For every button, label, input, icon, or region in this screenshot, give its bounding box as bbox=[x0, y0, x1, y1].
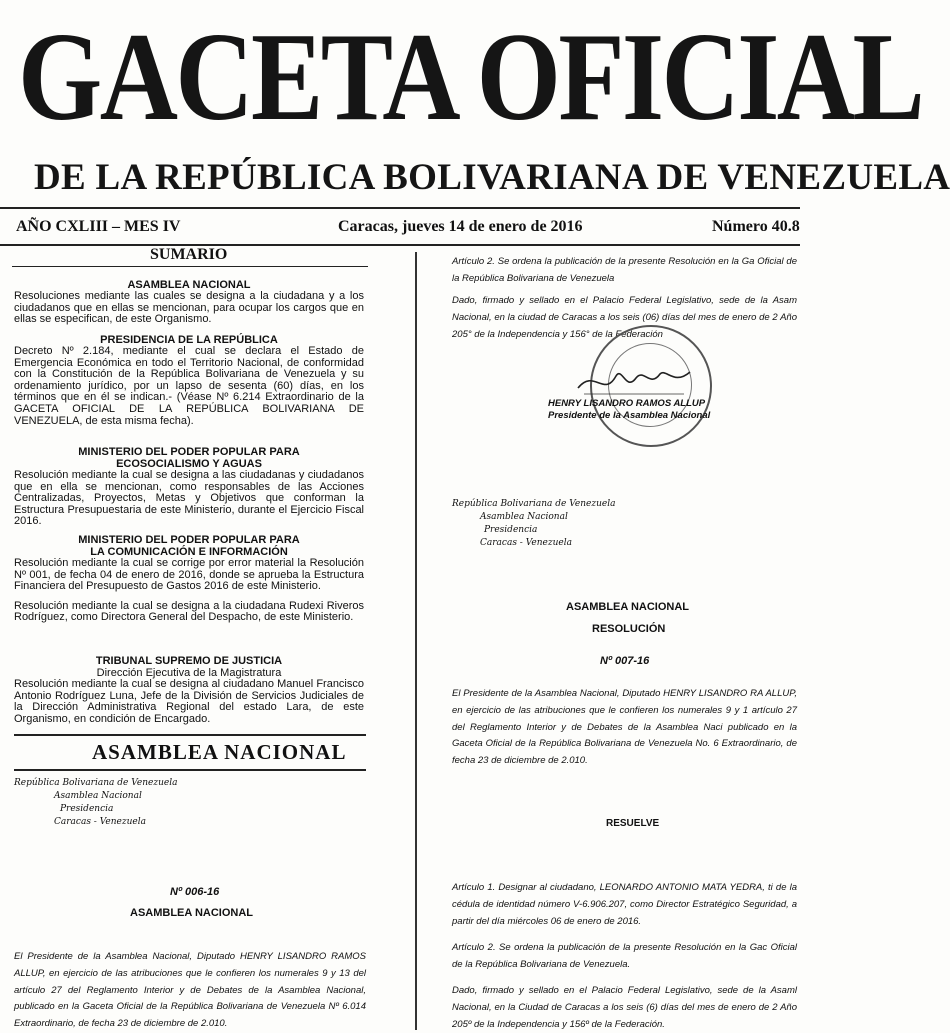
signer-title: Presidente de la Asamblea Nacional bbox=[548, 410, 711, 421]
section-heading: MINISTERIO DEL PODER POPULAR PARA LA COMUNICACIÓN E INFORMACIÓN bbox=[78, 534, 300, 558]
masthead-rule-bottom bbox=[0, 244, 800, 246]
resolution-org: ASAMBLEA NACIONAL bbox=[130, 907, 254, 919]
sumario-section bbox=[14, 446, 364, 528]
dateline bbox=[0, 206, 800, 246]
resuelve-heading: RESUELVE bbox=[606, 818, 660, 829]
letterhead-line: Presidencia bbox=[484, 525, 538, 535]
letterhead bbox=[452, 498, 652, 550]
letterhead-line: República Bolivariana de Venezuela bbox=[14, 778, 178, 788]
sumario-section bbox=[14, 534, 364, 624]
section-heading: MINISTERIO DEL PODER POPULAR PARA ECOSOCIALISMO Y AGUAS bbox=[78, 446, 300, 470]
issue-number: Número 40.8 bbox=[712, 218, 800, 235]
section-entry: Resolución mediante la cual se corrige por error material la Resolución Nº 001, de fecha 04 de enero de 2016, donde se aprueba la Estructura Financiera del Presupuesto de Gastos 2016 de este Ministerio. bbox=[14, 557, 364, 593]
resolution-org: ASAMBLEA NACIONAL bbox=[566, 601, 690, 613]
closing-paragraph: Dado, firmado y sellado en el Palacio Federal Legislativo, sede de la Asaml Nacional, en la Ciudad de Caracas a los seis (6) días del mes de enero de 2 Año 205º de la Independencia y 156º de la Federación. bbox=[452, 985, 797, 1030]
banner-rule-top bbox=[14, 734, 366, 736]
section-entry: Resolución mediante la cual se designa al ciudadano Manuel Francisco Antonio Rodríguez Luna, Jefe de la División de Servicios Judiciales de la Dirección Administrativa Regional del estado Lara, de este Organismo, en condición de Encargado. bbox=[14, 678, 364, 725]
article-paragraph: Artículo 1. Designar al ciudadano, LEONARDO ANTONIO MATA YEDRA, ti de la cédula de identidad número V-6.906.207, como Director Estratégico Seguridad, a partir del día miércoles 06 de enero de 2016. bbox=[452, 882, 797, 927]
article-paragraph: Artículo 2. Se ordena la publicación de la presente Resolución en la Ga Oficial de la República Bolivariana de Venezuela bbox=[452, 256, 797, 284]
issue-date: Caracas, jueves 14 de enero de 2016 bbox=[338, 218, 583, 235]
section-heading: TRIBUNAL SUPREMO DE JUSTICIA bbox=[95, 655, 283, 667]
letterhead-line: Caracas - Venezuela bbox=[54, 817, 146, 827]
resolution-body: El Presidente de la Asamblea Nacional, Diputado HENRY LISANDRO RAMOS ALLUP, en ejercicio de las atribuciones que le confieren los numerales 9 y 13 del artículo 27 del Reglamento Interior y de Debates de la Asamblea Nacional, publicado en la Gaceta Oficial de la República Bolivariana de Venezuela Nº 6.014 Extraordinario, de fecha 23 de diciembre de 2.010. bbox=[14, 951, 366, 1030]
column-divider bbox=[415, 252, 417, 1030]
letterhead-line: Asamblea Nacional bbox=[480, 512, 568, 522]
signer-name: HENRY LISANDRO RAMOS ALLUP bbox=[548, 398, 706, 409]
sumario-section bbox=[14, 655, 364, 725]
resolution-type: RESOLUCIÓN bbox=[592, 623, 666, 635]
section-entry: Resolución mediante la cual se designa a las ciudadanas y ciudadanos que en ella se mencionan, como responsables de las Acciones Centralizadas, Proyectos, Metas y Objetivos que conforman la Estructura Presupuestaria de este Ministerio, durante el Ejercicio Fiscal 2016. bbox=[14, 469, 364, 528]
letterhead-line: Caracas - Venezuela bbox=[480, 538, 572, 548]
section-heading: PRESIDENCIA DE LA REPÚBLICA bbox=[100, 334, 278, 346]
letterhead-line: Asamblea Nacional bbox=[54, 791, 142, 801]
sumario-section bbox=[14, 334, 364, 427]
sumario-rule bbox=[12, 266, 368, 267]
section-banner: ASAMBLEA NACIONAL bbox=[92, 740, 347, 764]
resolution-number: Nº 006-16 bbox=[170, 886, 220, 898]
article-paragraph: Artículo 2. Se ordena la publicación de la presente Resolución en la Gac Oficial de la República Bolivariana de Venezuela. bbox=[452, 942, 797, 970]
masthead-title: GACETA OFICIAL bbox=[18, 8, 923, 147]
year-month: AÑO CXLIII – MES IV bbox=[16, 218, 181, 235]
section-entry: Resoluciones mediante las cuales se designa a la ciudadana y a los ciudadanos que en ellas se mencionan, para ocupar los cargos que en ellas se especifican, de este Organismo. bbox=[14, 290, 364, 326]
sumario-section bbox=[14, 279, 364, 326]
resolution-number: Nº 007-16 bbox=[600, 655, 650, 667]
letterhead bbox=[14, 777, 214, 829]
section-heading: ASAMBLEA NACIONAL bbox=[127, 279, 251, 291]
banner-rule-bottom bbox=[14, 769, 366, 771]
section-entry: Decreto Nº 2.184, mediante el cual se declara el Estado de Emergencia Económica en todo el Territorio Nacional, de conformidad con la Constitución de la República Bolivariana de Venezuela y su ordenamiento jurídico, por un lapso de sesenta (60) días, en los términos que en él se indican.- (Véase Nº 6.214 Extraordinario de la GACETA OFICIAL DE LA REPÚBLICA BOLIVARIANA DE VENEZUELA, de esta misma fecha). bbox=[14, 345, 364, 427]
letterhead-line: Presidencia bbox=[60, 804, 114, 814]
letterhead-line: República Bolivariana de Venezuela bbox=[452, 499, 616, 509]
section-subheading: Dirección Ejecutiva de la Magistratura bbox=[96, 667, 282, 679]
closing-paragraph: Dado, firmado y sellado en el Palacio Federal Legislativo, sede de la Asam Nacional, en la ciudad de Caracas a los seis (06) días del mes de enero de 2 Año 205° de la Independencia y 156° de la Federación bbox=[452, 295, 797, 340]
section-entry: Resolución mediante la cual se designa a la ciudadana Rudexi Riveros Rodríguez, como Directora General del Despacho, de este Ministerio. bbox=[14, 599, 364, 624]
resolution-body: El Presidente de la Asamblea Nacional, Diputado HENRY LISANDRO RA ALLUP, en ejercicio de las atribuciones que le confieren los numerales 9 y 1 artículo 27 del Reglamento Interior y de Debates de la Asamblea Naci publicado en la Gaceta Oficial de la República Bolivariana de Venezuela No. 6 Extraordinario, de fecha 23 de diciembre de 2.010. bbox=[452, 688, 797, 767]
sumario-title: SUMARIO bbox=[150, 246, 228, 263]
masthead-subtitle: DE LA REPÚBLICA BOLIVARIANA DE VENEZUELA bbox=[34, 157, 950, 198]
signature-icon bbox=[574, 358, 694, 402]
